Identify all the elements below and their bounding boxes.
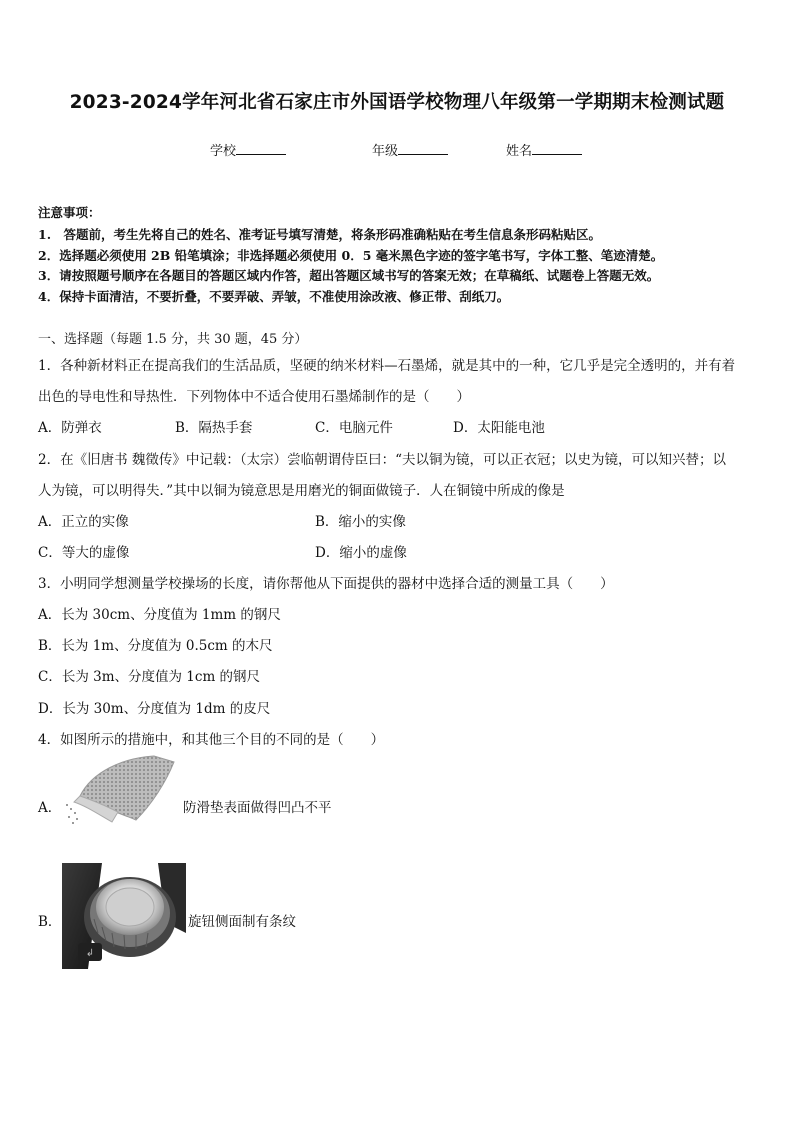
notes-heading: 注意事项： bbox=[38, 205, 101, 220]
q1-option-c: C．电脑元件 bbox=[315, 420, 393, 436]
note-item: 3．请按照题号顺序在各题目的答题区域内作答，超出答题区域书写的答案无效；在草稿纸、试题卷上答题无效。 bbox=[38, 268, 660, 283]
q4-option-a-text: 防滑垫表面做得凹凸不平 bbox=[183, 800, 332, 816]
question-2-line-2: 人为镜，可以明得失．”其中以铜为镜意思是用磨光的铜面做镜子．人在铜镜中所成的像是 bbox=[38, 483, 565, 499]
question-3-line-1: 3．小明同学想测量学校操场的长度，请你帮他从下面提供的器材中选择合适的测量工具（ ） bbox=[38, 576, 614, 592]
school-blank bbox=[236, 142, 286, 155]
q3-option-c: C．长为 3m、分度值为 1cm 的钢尺 bbox=[38, 669, 261, 685]
q2-option-c: C．等大的虚像 bbox=[38, 545, 130, 561]
question-1-line-2: 出色的导电性和导热性．下列物体中不适合使用石墨烯制作的是（ ） bbox=[38, 389, 470, 405]
name-blank bbox=[532, 142, 582, 155]
anti-slip-mat-image bbox=[62, 752, 180, 830]
question-2-line-1: 2．在《旧唐书 魏徵传》中记载：（太宗）尝临朝谓侍臣曰：“夫以铜为镜，可以正衣冠；以史为镜，可以知兴替；以 bbox=[38, 452, 727, 468]
q4-option-b-label: B． bbox=[38, 914, 62, 930]
section-heading: 一、选择题（每题 1.5 分，共 30 题，45 分） bbox=[38, 332, 308, 347]
note-item: 1. 答题前，考生先将自己的姓名、准考证号填写清楚，将条形码准确粘贴在考生信息条形码粘贴区。 bbox=[38, 227, 602, 242]
q2-option-b: B．缩小的实像 bbox=[315, 514, 406, 530]
q2-option-a: A．正立的实像 bbox=[38, 514, 129, 530]
q1-option-b: B．隔热手套 bbox=[175, 420, 253, 436]
name-field bbox=[506, 140, 582, 159]
page-title: 2023-2024学年河北省石家庄市外国语学校物理八年级第一学期期末检测试题 bbox=[69, 92, 725, 113]
question-1-line-1: 1．各种新材料正在提高我们的生活品质，坚硬的纳米材料—石墨烯，就是其中的一种，它几乎是完全透明的，并有着 bbox=[38, 358, 736, 374]
school-label: 学校 bbox=[210, 144, 237, 159]
svg-text:↲: ↲ bbox=[85, 948, 95, 959]
school-field bbox=[210, 140, 286, 159]
q3-option-b: B．长为 1m、分度值为 0.5cm 的木尺 bbox=[38, 638, 273, 654]
q4-option-a-label: A． bbox=[38, 800, 62, 816]
q4-option-b-text: 旋钮侧面制有条纹 bbox=[188, 914, 296, 930]
q3-option-d: D．长为 30m、分度值为 1dm 的皮尺 bbox=[38, 701, 271, 717]
note-item: 2．选择题必须使用 2B 铅笔填涂；非选择题必须使用 0．5 毫米黑色字迹的签字笔书写，字体工整、笔迹清楚。 bbox=[38, 248, 664, 263]
q3-option-a: A．长为 30cm、分度值为 1mm 的钢尺 bbox=[38, 607, 281, 623]
q1-option-d: D．太阳能电池 bbox=[453, 420, 545, 436]
grade-label: 年级 bbox=[372, 144, 399, 159]
knob-image bbox=[62, 863, 186, 969]
q2-option-d: D．缩小的虚像 bbox=[315, 545, 407, 561]
name-label: 姓名 bbox=[506, 144, 533, 159]
grade-field bbox=[372, 140, 448, 159]
question-4-line-1: 4．如图所示的措施中，和其他三个目的不同的是（ ） bbox=[38, 732, 385, 748]
grade-blank bbox=[398, 142, 448, 155]
note-item: 4．保持卡面清洁，不要折叠，不要弄破、弄皱，不准使用涂改液、修正带、刮纸刀。 bbox=[38, 289, 510, 304]
q1-option-a: A．防弹衣 bbox=[38, 420, 102, 436]
